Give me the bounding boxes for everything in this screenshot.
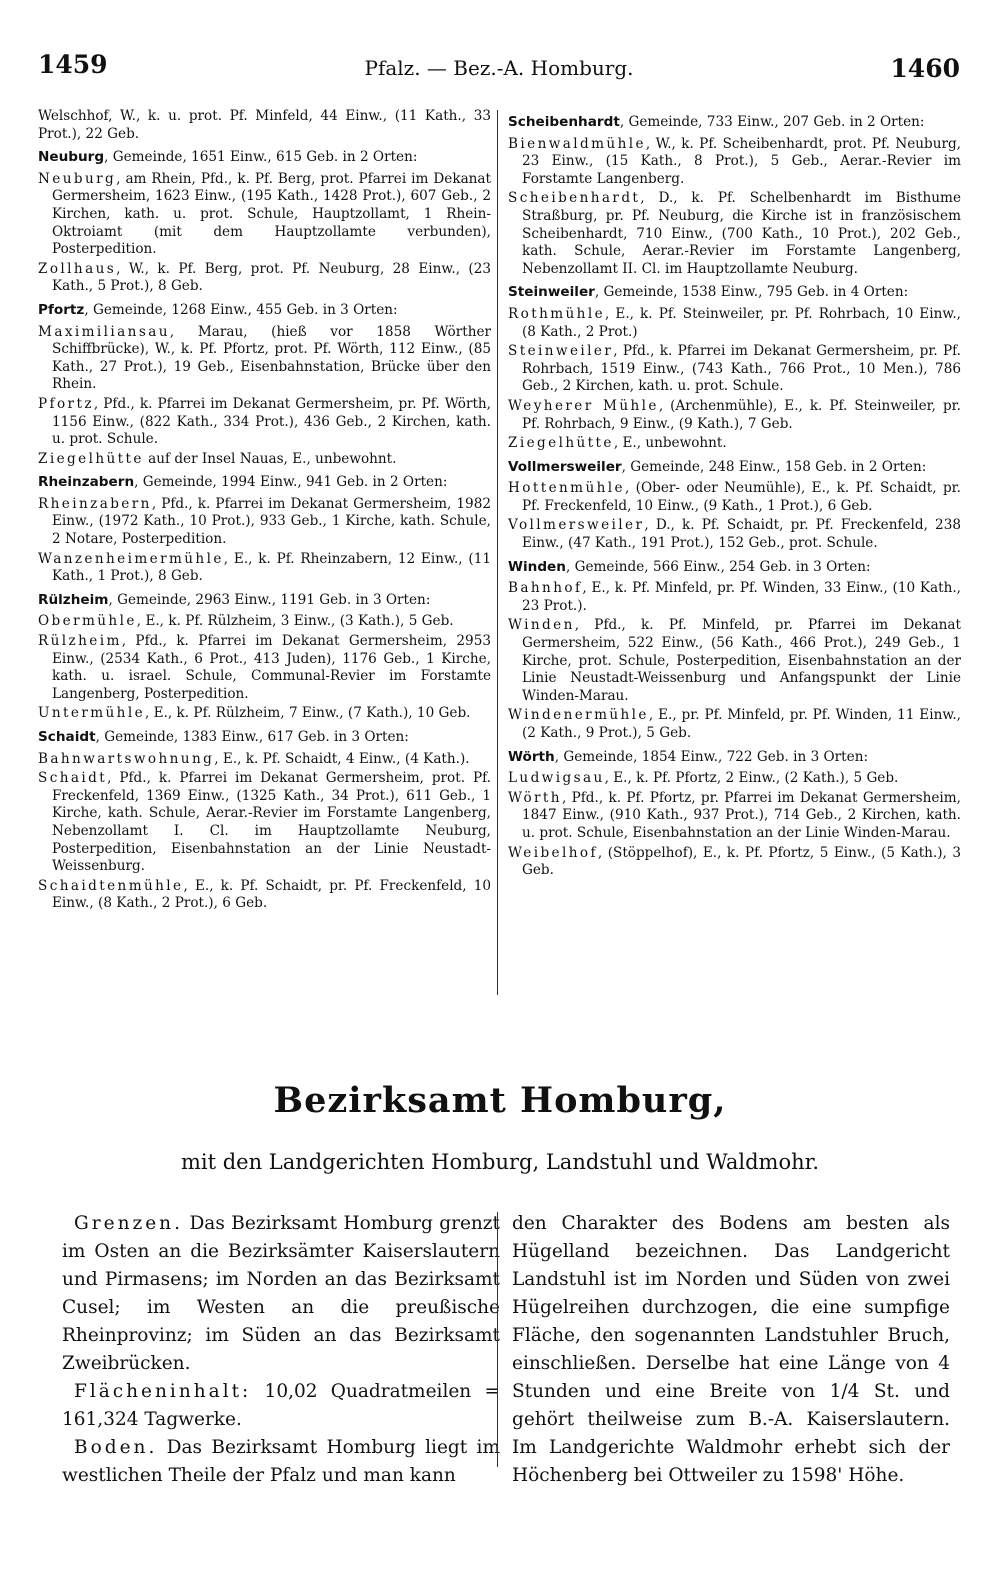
place-name: Steinweiler [508, 343, 614, 360]
municipality-heading [508, 559, 961, 577]
entry-text: , Marau, (hieß vor 1858 Wörther Schiffbrücke), W., k. Pf. Pfortz, prot. Pf. Wörth, 112 Einw., (85 Kath., 27 Prot.), 19 Geb., Eisenbahnstation, Brücke über den Rhein. [52, 323, 491, 393]
page-header [38, 50, 960, 86]
place-name: Zollhaus [38, 260, 117, 277]
place-name: Ziegelhütte [508, 435, 614, 452]
entry-text: , Gemeinde, 248 Einw., 158 Geb. in 2 Orten: [621, 458, 927, 475]
entry-text: , E., k. Pf. Rülzheim, 3 Einw., (3 Kath.), 5 Geb. [136, 613, 454, 630]
entry-text: , E., unbewohnt. [613, 435, 727, 452]
entry-text: , Pfd., k. Pfarrei im Dekanat Germersheim, 2953 Einw., (2534 Kath., 6 Prot., 413 Juden), 1176 Geb., 1 Kirche, kath. u. israel. Schule, Communal-Revier im Forstamte Langenberg, Posterpedition. [52, 633, 491, 702]
paragraph-text: 10,02 Quadratmeilen = 161,324 Tagwerke. [62, 1381, 500, 1430]
entry-text: , E., k. Pf. Schaidt, pr. Pf. Freckenfeld, 10 Einw., (8 Kath., 2 Prot.), 6 Geb. [52, 877, 491, 912]
entry-text: , Pfd., k. Pfarrei im Dekanat Germersheim, prot. Pf. Freckenfeld, 1369 Einw., (1325 Kath., 34 Prot.), 611 Geb., 1 Kirche, kath. Schule, Aerar.-Revier im Forstamte Langenberg, Nebenzollamt I. Cl. im Hauptzollamte Neuburg, Posterpedition, Eisenbahnstation an der Linie Neustadt-Weissenburg. [52, 770, 491, 875]
place-name: Untermühle [38, 705, 146, 722]
municipality-name: Rheinzabern [38, 474, 135, 491]
place-entry [38, 451, 491, 469]
entry-text: , E., k. Pf. Rülzheim, 7 Einw., (7 Kath.), 10 Geb. [145, 705, 471, 722]
entry-text: , Gemeinde, 1268 Einw., 455 Geb. in 3 Orten: [84, 301, 398, 318]
entry-text: , D., k. Pf. Schelbenhardt im Bisthume Straßburg, pr. Pf. Neuburg, die Kirche ist in französischem Scheibenhardt, 710 Einw., (700 Kath., 10 Prot.), 202 Geb., kath. Schule, Aerar.-Revier im Forstamte Langenberg, Nebenzollamt II. Cl. im Hauptzollamte Neuburg. [522, 190, 961, 277]
entry-text: , Gemeinde, 733 Einw., 207 Geb. in 2 Orten: [619, 114, 925, 130]
municipality-heading [38, 592, 491, 610]
entry-text: , E., k. Pf. Steinweiler, pr. Pf. Rohrbach, 10 Einw., (8 Kath., 2 Prot.) [522, 305, 961, 340]
page-number-left: 1459 [38, 50, 108, 79]
place-entry [508, 517, 961, 552]
place-entry [38, 261, 491, 296]
entry-text: , Pfd., k. Pf. Pfortz, pr. Pfarrei im Dekanat Germersheim, 1847 Einw., (910 Kath., 937 Prot.), 714 Geb., 2 Kirchen, kath. u. prot. Schule, Eisenbahnstation an der Linie Winden-Marau. [522, 789, 961, 841]
place-name: Neuburg [38, 170, 117, 187]
place-name: Hottenmühle [508, 480, 625, 497]
entry-text: , am Rhein, Pfd., k. Pf. Berg, prot. Pfarrei im Dekanat Germersheim, 1623 Einw., (195 Kath., 1428 Prot.), 607 Geb., 2 Kirchen, kath. u. prot. Schule, Hauptzollamt, 1 Rhein-Oktroiamt (mit dem Hauptzollamte verbunden), Posterpedition. [52, 170, 491, 258]
entry-text: , E., k. Pf. Rheinzabern, 12 Einw., (11 Kath., 1 Prot.), 8 Geb. [52, 550, 491, 585]
municipality-name: Winden [508, 558, 566, 575]
paragraph-heading: Grenzen. [74, 1213, 183, 1234]
paragraph-text: Das Bezirksamt Homburg liegt im westlichen Theile der Pfalz und man kann [62, 1437, 500, 1486]
municipality-name: Schaidt [38, 729, 96, 745]
entry-text: , Pfd., k. Pfarrei im Dekanat Germersheim, pr. Pf. Wörth, 1156 Einw., (822 Kath., 334 Prot.), 436 Geb., 2 Kirchen, kath. u. prot. Schule. [52, 395, 491, 448]
entry-text: , Gemeinde, 1538 Einw., 795 Geb. in 4 Orten: [594, 284, 909, 301]
place-entry [508, 136, 961, 189]
place-name: Windenermühle [508, 707, 649, 724]
place-name: Pfortz [38, 395, 94, 412]
section-title: Bezirksamt Homburg, [273, 1080, 727, 1121]
section-subtitle: mit den Landgerichten Homburg, Landstuhl und Waldmohr. [180, 1150, 820, 1174]
municipality-heading [38, 302, 491, 320]
column-divider [497, 110, 498, 995]
entry-text: , Gemeinde, 1383 Einw., 617 Geb. in 3 Orten: [95, 729, 409, 745]
place-entry [38, 396, 491, 449]
entry-text: , Gemeinde, 566 Einw., 254 Geb. in 3 Orten: [565, 558, 871, 575]
place-name: Rülzheim [38, 633, 122, 650]
place-name: Bahnwartswohnung [38, 750, 215, 767]
municipality-heading [38, 149, 491, 167]
entry-text: auf der Insel Nauas, E., unbewohnt. [143, 450, 397, 467]
bottom-column-divider [497, 1212, 498, 1467]
place-entry [508, 190, 961, 278]
place-name: Obermühle [38, 613, 137, 630]
place-entry [38, 551, 491, 586]
municipality-name: Wörth [508, 748, 555, 765]
entry-text: , Gemeinde, 1651 Einw., 615 Geb. in 2 Orten: [104, 149, 418, 166]
place-name: Rheinzabern [38, 495, 152, 512]
place-name: Scheibenhardt [508, 190, 641, 207]
entry-text: , W., k. u. prot. Pf. Minfeld, 44 Einw., (11 Kath., 33 Prot.), 22 Geb. [38, 108, 491, 142]
municipality-heading [508, 749, 961, 767]
paragraph [62, 1434, 500, 1490]
place-name: Ziegelhütte [38, 450, 144, 467]
entry-text: , Pfd., k. Pfarrei im Dekanat Germersheim, 1982 Einw., (1972 Kath., 10 Prot.), 933 Geb., 1 Kirche, kath. Schule, 2 Notare, Posterpedition. [52, 495, 491, 548]
place-entry [508, 480, 961, 515]
entry-text: , E., pr. Pf. Minfeld, pr. Pf. Winden, 11 Einw., (2 Kath., 9 Prot.), 5 Geb. [522, 707, 961, 741]
municipality-name: Rülzheim [38, 591, 109, 608]
place-entry [38, 633, 491, 703]
municipality-name: Neuburg [38, 149, 105, 166]
municipality-name: Scheibenhardt [508, 114, 620, 130]
paragraph-text: Das Bezirksamt Homburg grenzt im Osten an die Bezirksämter Kaiserslautern und Pirmasens; im Norden an das Bezirksamt Cusel; im Westen an die preußische Rheinprovinz; im Süden an das Bezirksamt Zweibrücken. [62, 1213, 500, 1374]
entry-text: , E., k. Pf. Minfeld, pr. Pf. Winden, 33 Einw., (10 Kath., 23 Prot.). [522, 580, 961, 614]
entry-text: , W., k. Pf. Scheibenhardt, prot. Pf. Neuburg, 23 Einw., (15 Kath., 8 Prot.), 5 Geb., Aerar.-Revier im Forstamte Langenberg. [522, 135, 961, 187]
municipality-name: Pfortz [38, 301, 85, 318]
place-entry [38, 496, 491, 549]
place-entry [508, 306, 961, 341]
place-entry [38, 878, 491, 913]
entry-text: , (Archenmühle), E., k. Pf. Steinweiler, pr. Pf. Rohrbach, 9 Einw., (9 Kath.), 7 Geb. [522, 397, 961, 432]
entry-text: , D., k. Pf. Schaidt, pr. Pf. Freckenfeld, 238 Einw., (47 Kath., 191 Prot.), 152 Geb., prot. Schule. [522, 517, 961, 552]
place-name: Maximiliansau [38, 323, 170, 340]
left-column [38, 108, 491, 915]
entry-text: , Pfd., k. Pfarrei im Dekanat Germersheim, pr. Pf. Rohrbach, 1519 Einw., (743 Kath., 766 Prot., 10 Men.), 786 Geb., 2 Kirchen, kath. u. prot. Schule. [522, 343, 961, 395]
place-name: Rothmühle [508, 305, 606, 322]
entry-text: , (Ober- oder Neumühle), E., k. Pf. Schaidt, pr. Pf. Freckenfeld, 10 Einw., (9 Kath., 1 Prot.), 6 Geb. [522, 480, 961, 514]
right-column [508, 108, 961, 882]
municipality-heading [508, 114, 961, 132]
paragraph [62, 1210, 500, 1378]
municipality-name: Steinweiler [508, 284, 595, 301]
place-entry [508, 398, 961, 433]
place-entry [508, 435, 961, 453]
paragraph-heading: Flächeninhalt: [74, 1381, 252, 1402]
entry-text: , W., k. Pf. Berg, prot. Pf. Neuburg, 28 Einw., (23 Kath., 5 Prot.), 8 Geb. [52, 260, 491, 295]
place-entry [38, 324, 491, 394]
place-name: Ludwigsau [508, 770, 605, 787]
entry-text: , Gemeinde, 1994 Einw., 941 Geb. in 2 Orten: [134, 474, 448, 491]
place-name: Bahnhof [508, 580, 583, 597]
place-name: Bienwaldmühle [508, 135, 646, 152]
place-name: Weibelhof [508, 844, 598, 861]
entry-text: , Gemeinde, 2963 Einw., 1191 Geb. in 3 Orten: [108, 591, 431, 608]
place-name: Wörth [508, 789, 562, 806]
place-entry [38, 171, 491, 259]
paragraph [512, 1210, 950, 1490]
place-entry [38, 705, 491, 723]
place-name: Weyherer Mühle [508, 397, 659, 414]
place-entry [508, 845, 961, 880]
place-name: Vollmersweiler [508, 517, 645, 534]
municipality-heading [508, 284, 961, 302]
place-name: Welschhof [38, 108, 109, 124]
bottom-right-column [512, 1210, 950, 1490]
running-head: Pfalz. — Bez.-A. Homburg. [364, 56, 634, 80]
entry-text: , Gemeinde, 1854 Einw., 722 Geb. in 3 Orten: [554, 748, 869, 765]
place-entry [38, 751, 491, 769]
bottom-left-column [62, 1210, 500, 1490]
place-name: Wanzenheimermühle [38, 550, 224, 567]
entry-text: , E., k. Pf. Pfortz, 2 Einw., (2 Kath.), 5 Geb. [604, 770, 899, 787]
place-entry [508, 580, 961, 615]
paragraph [62, 1378, 500, 1434]
entry-text: , Pfd., k. Pf. Minfeld, pr. Pfarrei im Dekanat Germersheim, 522 Einw., (56 Kath., 466 Prot.), 249 Geb., 1 Kirche, prot. Schule, Posterpedition, Eisenbahnstation an der Linie Neustadt-Weissenburg und Anfangspunkt der Linie Winden-Marau. [522, 617, 961, 704]
municipality-name: Vollmersweiler [508, 458, 622, 475]
place-entry [38, 108, 491, 143]
municipality-heading [508, 459, 961, 477]
place-entry [38, 613, 491, 631]
paragraph-heading: Boden. [74, 1437, 158, 1458]
place-entry [508, 770, 961, 788]
place-entry [508, 790, 961, 843]
place-name: Winden [508, 617, 575, 634]
paragraph-text: den Charakter des Bodens am besten als Hügelland bezeichnen. Das Landgericht Landstuhl ist im Norden und Süden von zwei Hügelreihen durchzogen, die eine sumpfige Fläche, den sogenannten Landstuhler Bruch, einschließen. Derselbe hat eine Länge von 4 Stunden und eine Breite von 1/4 St. und gehört theilweise zum B.-A. Kaiserslautern. Im Landgerichte Waldmohr erhebt sich der Höchenberg bei Ottweiler zu 1598' Höhe. [512, 1213, 950, 1486]
place-name: Schaidtenmühle [38, 877, 184, 894]
entry-text: , E., k. Pf. Schaidt, 4 Einw., (4 Kath.). [214, 750, 470, 767]
entry-text: , (Stöppelhof), E., k. Pf. Pfortz, 5 Einw., (5 Kath.), 3 Geb. [522, 844, 961, 879]
page-number-right: 1460 [890, 54, 960, 83]
municipality-heading [38, 729, 491, 747]
place-name: Schaidt [38, 770, 108, 787]
place-entry [38, 770, 491, 876]
municipality-heading [38, 474, 491, 492]
place-entry [508, 707, 961, 742]
place-entry [508, 617, 961, 705]
place-entry [508, 343, 961, 396]
